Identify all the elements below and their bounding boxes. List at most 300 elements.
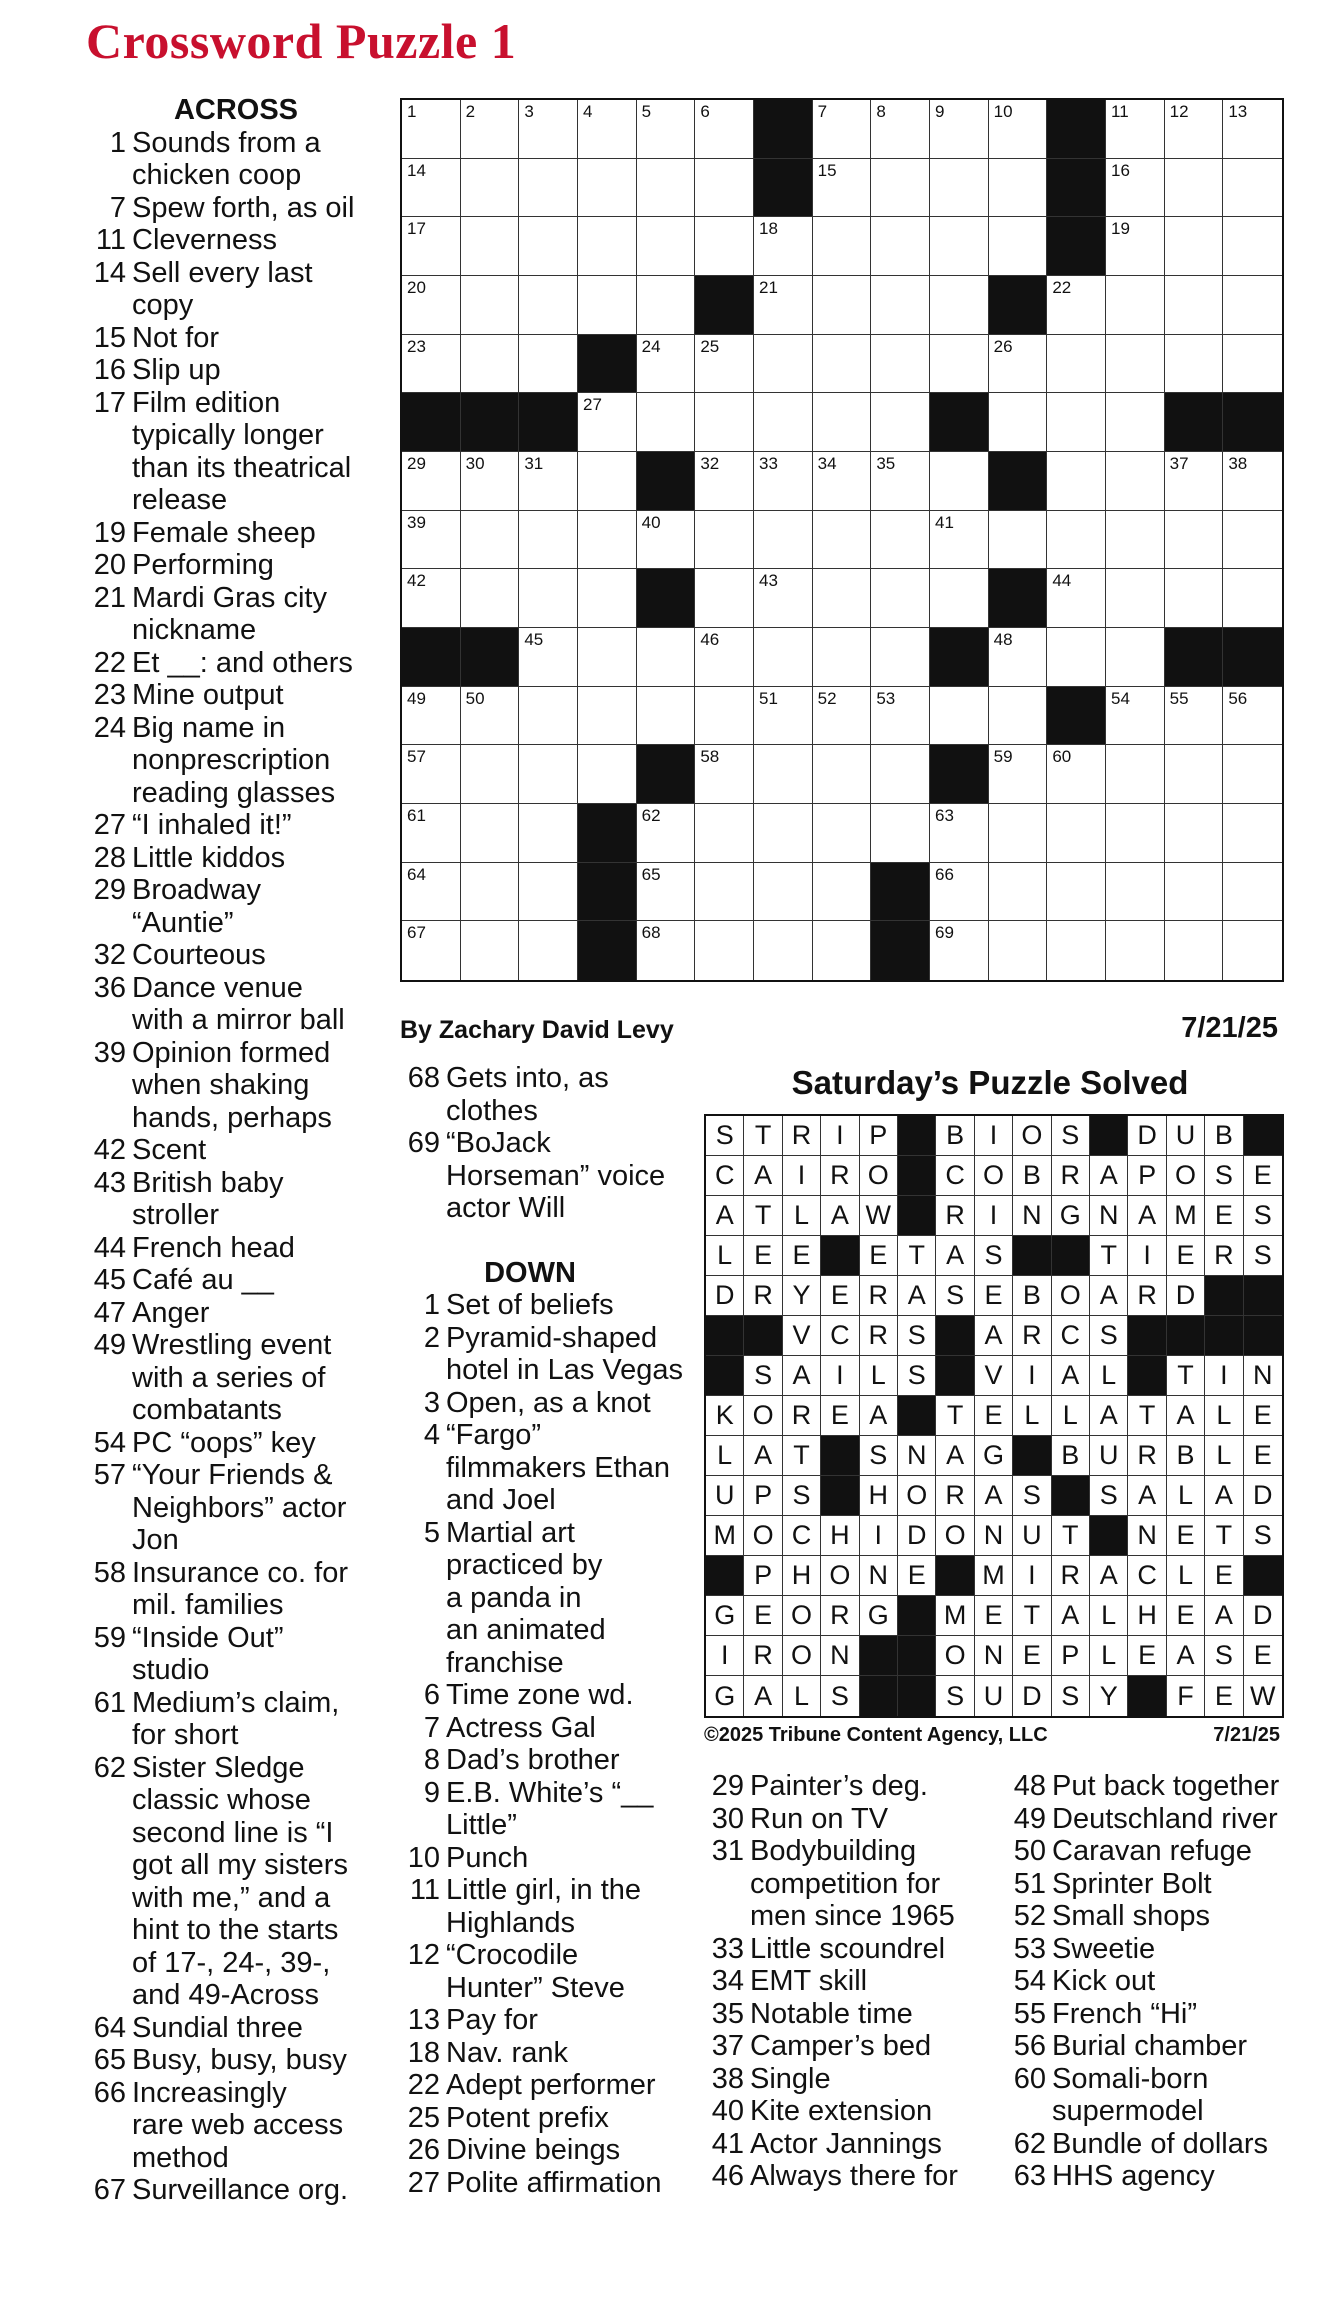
grid-cell[interactable]	[1165, 569, 1224, 628]
grid-cell[interactable]	[695, 921, 754, 980]
solution-cell: L	[1013, 1396, 1051, 1436]
cell-number: 52	[817, 688, 837, 708]
grid-cell[interactable]	[813, 100, 872, 159]
grid-cell[interactable]	[402, 217, 461, 276]
grid-cell[interactable]	[519, 628, 578, 687]
grid-cell[interactable]	[754, 452, 813, 511]
grid-cell[interactable]	[871, 393, 930, 452]
solution-cell: N	[975, 1636, 1013, 1676]
grid-cell[interactable]	[1223, 335, 1282, 394]
solution-cell: O	[783, 1596, 821, 1636]
solution-black-square	[821, 1436, 859, 1476]
clue-number: 63	[1013, 2160, 1046, 2192]
grid-cell[interactable]	[813, 628, 872, 687]
solution-cell: A	[1090, 1276, 1128, 1316]
grid-cell[interactable]	[871, 628, 930, 687]
clue-line	[86, 809, 386, 842]
clue-number: 8	[423, 1744, 440, 1776]
solution-black-square	[744, 1316, 782, 1356]
grid-cell[interactable]	[1106, 804, 1165, 863]
clue-text: Female sheep	[132, 516, 316, 549]
grid-cell[interactable]	[989, 217, 1048, 276]
grid-cell[interactable]	[637, 100, 696, 159]
grid-cell[interactable]	[637, 628, 696, 687]
cell-number: 16	[1111, 160, 1130, 180]
grid-cell[interactable]	[578, 452, 637, 511]
grid-cell[interactable]	[402, 804, 461, 863]
clue-line	[704, 2160, 1004, 2193]
crossword-grid[interactable]	[400, 98, 1284, 982]
grid-cell[interactable]	[1165, 217, 1224, 276]
cell-number: 3	[524, 102, 534, 121]
grid-cell[interactable]	[754, 393, 813, 452]
clue-line	[86, 387, 386, 420]
solution-cell: E	[1244, 1396, 1282, 1436]
grid-cell[interactable]	[578, 687, 637, 746]
clue-line	[86, 1362, 386, 1395]
grid-cell[interactable]	[402, 276, 461, 335]
clue-text: of 17-, 24-, 39-,	[132, 1946, 331, 1979]
grid-cell[interactable]	[1106, 217, 1165, 276]
grid-cell[interactable]	[813, 745, 872, 804]
grid-cell[interactable]	[1165, 921, 1224, 980]
grid-cell[interactable]	[461, 687, 520, 746]
grid-cell[interactable]	[1047, 921, 1106, 980]
grid-cell[interactable]	[1165, 804, 1224, 863]
black-square	[989, 276, 1048, 335]
solution-cell: N	[1128, 1516, 1166, 1556]
clue-text: Sounds from a	[132, 126, 321, 159]
grid-cell[interactable]	[1165, 276, 1224, 335]
cell-number: 51	[759, 688, 778, 708]
grid-cell[interactable]	[1106, 511, 1165, 570]
grid-cell[interactable]	[695, 335, 754, 394]
grid-cell[interactable]	[1223, 745, 1282, 804]
grid-cell[interactable]	[461, 745, 520, 804]
solution-cell: S	[1052, 1116, 1090, 1156]
solution-cell: L	[1090, 1356, 1128, 1396]
grid-cell[interactable]	[930, 100, 989, 159]
grid-cell[interactable]	[578, 159, 637, 218]
grid-cell[interactable]	[461, 569, 520, 628]
grid-cell[interactable]	[1106, 335, 1165, 394]
grid-cell[interactable]	[461, 804, 520, 863]
grid-cell[interactable]	[519, 687, 578, 746]
grid-cell[interactable]	[930, 511, 989, 570]
grid-cell[interactable]	[871, 569, 930, 628]
grid-cell[interactable]	[402, 335, 461, 394]
grid-cell[interactable]	[461, 921, 520, 980]
grid-cell[interactable]	[754, 804, 813, 863]
solution-cell: C	[1128, 1556, 1166, 1596]
grid-cell[interactable]	[754, 569, 813, 628]
grid-cell[interactable]	[1106, 159, 1165, 218]
grid-cell[interactable]	[519, 863, 578, 922]
grid-cell[interactable]	[1165, 100, 1224, 159]
grid-cell[interactable]	[930, 159, 989, 218]
grid-cell[interactable]	[1165, 687, 1224, 746]
grid-cell[interactable]	[989, 745, 1048, 804]
grid-cell[interactable]	[461, 159, 520, 218]
clue-number: 67	[93, 2174, 126, 2206]
grid-cell[interactable]	[930, 569, 989, 628]
grid-cell[interactable]	[1106, 863, 1165, 922]
clue-text: Small shops	[1052, 1900, 1210, 1932]
cell-number: 7	[817, 102, 828, 121]
grid-cell[interactable]	[695, 628, 754, 687]
grid-cell[interactable]	[637, 217, 696, 276]
clue-text: Highlands	[446, 1906, 575, 1939]
solution-cell: C	[821, 1316, 859, 1356]
grid-cell[interactable]	[637, 921, 696, 980]
grid-cell[interactable]	[1223, 217, 1282, 276]
grid-cell[interactable]	[754, 335, 813, 394]
grid-cell[interactable]	[1106, 276, 1165, 335]
grid-cell[interactable]	[519, 217, 578, 276]
across-column	[86, 94, 386, 2207]
grid-cell[interactable]	[754, 921, 813, 980]
clue-line	[86, 1817, 386, 1850]
grid-cell[interactable]	[871, 100, 930, 159]
grid-cell[interactable]	[578, 393, 637, 452]
grid-cell[interactable]	[813, 804, 872, 863]
grid-cell[interactable]	[930, 217, 989, 276]
grid-cell[interactable]	[930, 804, 989, 863]
grid-cell[interactable]	[871, 276, 930, 335]
clue-text: Martial art	[446, 1516, 575, 1549]
grid-cell[interactable]	[813, 921, 872, 980]
grid-cell[interactable]	[989, 863, 1048, 922]
clue-text: Potent prefix	[446, 2101, 609, 2134]
grid-cell[interactable]	[1223, 921, 1282, 980]
grid-cell[interactable]	[695, 745, 754, 804]
clue-text: nonprescription	[132, 744, 331, 776]
grid-cell[interactable]	[871, 804, 930, 863]
clue-number: 28	[93, 841, 126, 874]
grid-cell[interactable]	[402, 863, 461, 922]
grid-cell[interactable]	[578, 745, 637, 804]
clue-number: 62	[93, 1751, 126, 1784]
grid-cell[interactable]	[813, 687, 872, 746]
solution-cell: A	[783, 1356, 821, 1396]
clue-line	[86, 1719, 386, 1752]
grid-cell[interactable]	[1165, 863, 1224, 922]
grid-cell[interactable]	[519, 159, 578, 218]
cell-number: 53	[876, 688, 896, 708]
clue-text: Open, as a knot	[446, 1386, 651, 1419]
grid-cell[interactable]	[1165, 452, 1224, 511]
solution-cell: E	[821, 1396, 859, 1436]
clue-text: classic whose	[132, 1784, 311, 1816]
grid-cell[interactable]	[871, 745, 930, 804]
grid-cell[interactable]	[813, 217, 872, 276]
solution-cell: P	[1052, 1636, 1090, 1676]
clue-text: Bodybuilding	[750, 1835, 917, 1867]
grid-cell[interactable]	[754, 628, 813, 687]
grid-cell[interactable]	[1165, 335, 1224, 394]
grid-cell[interactable]	[695, 687, 754, 746]
cell-number: 69	[935, 923, 954, 943]
grid-cell[interactable]	[1165, 159, 1224, 218]
grid-cell[interactable]	[754, 687, 813, 746]
grid-cell[interactable]	[930, 452, 989, 511]
grid-cell[interactable]	[1223, 569, 1282, 628]
grid-cell[interactable]	[519, 335, 578, 394]
grid-cell[interactable]	[989, 335, 1048, 394]
grid-cell[interactable]	[871, 217, 930, 276]
solution-cell: I	[975, 1196, 1013, 1236]
clue-line	[1006, 2128, 1306, 2161]
clue-number: 24	[93, 711, 126, 744]
grid-cell[interactable]	[989, 687, 1048, 746]
clue-text: PC “oops” key	[132, 1426, 316, 1459]
grid-cell[interactable]	[1047, 335, 1106, 394]
solution-cell: L	[783, 1676, 821, 1716]
grid-cell[interactable]	[519, 921, 578, 980]
grid-cell[interactable]	[578, 100, 637, 159]
grid-cell[interactable]	[1106, 100, 1165, 159]
grid-cell[interactable]	[871, 159, 930, 218]
grid-cell[interactable]	[578, 569, 637, 628]
grid-cell[interactable]	[1047, 452, 1106, 511]
grid-cell[interactable]	[695, 100, 754, 159]
grid-cell[interactable]	[637, 393, 696, 452]
clue-line	[1006, 1998, 1306, 2031]
grid-cell[interactable]	[989, 628, 1048, 687]
clue-number: 19	[93, 516, 126, 549]
grid-cell[interactable]	[1223, 100, 1282, 159]
grid-cell[interactable]	[695, 217, 754, 276]
clue-text: typically longer	[132, 419, 324, 451]
grid-cell[interactable]	[578, 511, 637, 570]
cell-number: 66	[935, 864, 954, 884]
grid-cell[interactable]	[1223, 159, 1282, 218]
grid-cell[interactable]	[637, 159, 696, 218]
clue-line	[86, 582, 386, 615]
grid-cell[interactable]	[578, 628, 637, 687]
grid-cell[interactable]	[989, 159, 1048, 218]
clue-text: mil. families	[132, 1589, 284, 1621]
grid-cell[interactable]	[754, 276, 813, 335]
cell-number: 11	[1111, 102, 1129, 121]
clue-number: 64	[93, 2011, 126, 2044]
solution-cell: I	[1013, 1356, 1051, 1396]
grid-cell[interactable]	[1047, 804, 1106, 863]
solved-title: Saturday’s Puzzle Solved	[791, 1064, 1189, 1101]
grid-cell[interactable]	[930, 335, 989, 394]
grid-cell[interactable]	[1223, 804, 1282, 863]
solution-cell: T	[744, 1116, 782, 1156]
solution-cell: T	[783, 1436, 821, 1476]
grid-cell[interactable]	[402, 921, 461, 980]
cell-number: 43	[759, 571, 778, 591]
grid-cell[interactable]	[1223, 276, 1282, 335]
grid-cell[interactable]	[578, 217, 637, 276]
grid-cell[interactable]	[1106, 569, 1165, 628]
grid-cell[interactable]	[1106, 687, 1165, 746]
grid-cell[interactable]	[695, 863, 754, 922]
cell-number: 45	[524, 630, 544, 649]
grid-cell[interactable]	[989, 804, 1048, 863]
grid-cell[interactable]	[519, 276, 578, 335]
grid-cell[interactable]	[989, 100, 1048, 159]
grid-cell[interactable]	[754, 511, 813, 570]
solution-cell: I	[783, 1156, 821, 1196]
grid-cell[interactable]	[578, 276, 637, 335]
grid-cell[interactable]	[1106, 745, 1165, 804]
grid-cell[interactable]	[1106, 921, 1165, 980]
grid-cell[interactable]	[754, 217, 813, 276]
grid-cell[interactable]	[519, 511, 578, 570]
grid-cell[interactable]	[930, 921, 989, 980]
grid-cell[interactable]	[813, 863, 872, 922]
grid-cell[interactable]	[989, 921, 1048, 980]
cell-number: 38	[1228, 454, 1248, 473]
cell-number: 10	[993, 102, 1013, 121]
solution-cell: C	[1052, 1316, 1090, 1356]
grid-cell[interactable]	[754, 863, 813, 922]
grid-cell[interactable]	[813, 511, 872, 570]
grid-cell[interactable]	[461, 335, 520, 394]
solution-black-square	[898, 1156, 936, 1196]
grid-cell[interactable]	[1106, 452, 1165, 511]
grid-cell[interactable]	[930, 276, 989, 335]
grid-cell[interactable]	[1047, 511, 1106, 570]
cell-number: 13	[1228, 102, 1248, 121]
grid-cell[interactable]	[637, 687, 696, 746]
clue-text: second line is “I	[132, 1816, 334, 1849]
solution-cell: A	[744, 1436, 782, 1476]
grid-cell[interactable]	[461, 100, 520, 159]
clue-line	[1006, 2095, 1306, 2128]
clue-line	[704, 1835, 1004, 1868]
solution-cell: E	[1167, 1236, 1205, 1276]
clue-line	[86, 972, 386, 1005]
grid-cell[interactable]	[871, 335, 930, 394]
grid-cell[interactable]	[637, 511, 696, 570]
grid-cell[interactable]	[695, 452, 754, 511]
grid-cell[interactable]	[461, 217, 520, 276]
grid-cell[interactable]	[1047, 628, 1106, 687]
grid-cell[interactable]	[871, 687, 930, 746]
grid-cell[interactable]	[989, 393, 1048, 452]
grid-cell[interactable]	[813, 569, 872, 628]
grid-cell[interactable]	[402, 745, 461, 804]
grid-cell[interactable]	[402, 569, 461, 628]
grid-cell[interactable]	[402, 100, 461, 159]
grid-cell[interactable]	[519, 100, 578, 159]
grid-cell[interactable]	[1165, 511, 1224, 570]
clue-text: Café au __	[132, 1264, 274, 1296]
solution-black-square	[898, 1116, 936, 1156]
grid-cell[interactable]	[989, 511, 1048, 570]
clue-text: Caravan refuge	[1052, 1835, 1252, 1867]
grid-cell[interactable]	[402, 159, 461, 218]
solution-cell: E	[1128, 1636, 1166, 1676]
grid-cell[interactable]	[461, 452, 520, 511]
grid-cell[interactable]	[1047, 745, 1106, 804]
grid-cell[interactable]	[1106, 393, 1165, 452]
grid-cell[interactable]	[637, 335, 696, 394]
grid-cell[interactable]	[871, 452, 930, 511]
grid-cell[interactable]	[1047, 276, 1106, 335]
grid-cell[interactable]	[519, 804, 578, 863]
clue-text: Jon	[132, 1524, 179, 1556]
grid-cell[interactable]	[519, 569, 578, 628]
solution-cell: S	[744, 1356, 782, 1396]
solution-cell: M	[936, 1596, 974, 1636]
cell-number: 2	[465, 102, 476, 121]
grid-cell[interactable]	[695, 159, 754, 218]
clue-line	[400, 1517, 700, 1550]
solution-cell: E	[1244, 1636, 1282, 1676]
grid-cell[interactable]	[402, 687, 461, 746]
grid-cell[interactable]	[637, 804, 696, 863]
grid-cell[interactable]	[1106, 628, 1165, 687]
grid-cell[interactable]	[695, 569, 754, 628]
grid-cell[interactable]	[461, 511, 520, 570]
cell-number: 30	[465, 454, 485, 473]
clue-number: 68	[407, 1062, 440, 1094]
grid-cell[interactable]	[1223, 863, 1282, 922]
clue-text: Dad’s brother	[446, 1744, 620, 1776]
grid-cell[interactable]	[1047, 863, 1106, 922]
grid-cell[interactable]	[754, 745, 813, 804]
clue-text: and Joel	[446, 1484, 556, 1516]
clue-text: Burial chamber	[1052, 2030, 1248, 2062]
clue-text: Broadway	[132, 874, 261, 906]
grid-cell[interactable]	[402, 511, 461, 570]
clue-line	[86, 159, 386, 192]
grid-cell[interactable]	[1223, 511, 1282, 570]
grid-cell[interactable]	[813, 159, 872, 218]
grid-cell[interactable]	[871, 511, 930, 570]
grid-cell[interactable]	[637, 863, 696, 922]
grid-cell[interactable]	[1165, 745, 1224, 804]
clue-line	[86, 1849, 386, 1882]
grid-cell[interactable]	[1047, 569, 1106, 628]
black-square	[1165, 628, 1224, 687]
grid-cell[interactable]	[402, 452, 461, 511]
grid-cell[interactable]	[813, 335, 872, 394]
grid-cell[interactable]	[519, 452, 578, 511]
clue-line	[400, 2102, 700, 2135]
grid-cell[interactable]	[1223, 687, 1282, 746]
grid-cell[interactable]	[813, 276, 872, 335]
solution-cell: S	[1205, 1156, 1243, 1196]
solution-black-square	[706, 1316, 744, 1356]
grid-cell[interactable]	[930, 863, 989, 922]
grid-cell[interactable]	[461, 863, 520, 922]
grid-cell[interactable]	[1223, 452, 1282, 511]
solution-black-square	[821, 1236, 859, 1276]
grid-cell[interactable]	[813, 452, 872, 511]
grid-cell[interactable]	[637, 276, 696, 335]
grid-cell[interactable]	[461, 276, 520, 335]
solution-black-square	[1244, 1116, 1282, 1156]
grid-cell[interactable]	[519, 745, 578, 804]
solution-black-square	[898, 1596, 936, 1636]
grid-cell[interactable]	[695, 511, 754, 570]
grid-cell[interactable]	[1047, 393, 1106, 452]
grid-cell[interactable]	[813, 393, 872, 452]
solution-cell: V	[975, 1356, 1013, 1396]
grid-cell[interactable]	[930, 687, 989, 746]
grid-cell[interactable]	[695, 804, 754, 863]
grid-cell[interactable]	[695, 393, 754, 452]
cell-number: 44	[1052, 571, 1072, 591]
clue-text: Little girl, in the	[446, 1874, 642, 1906]
